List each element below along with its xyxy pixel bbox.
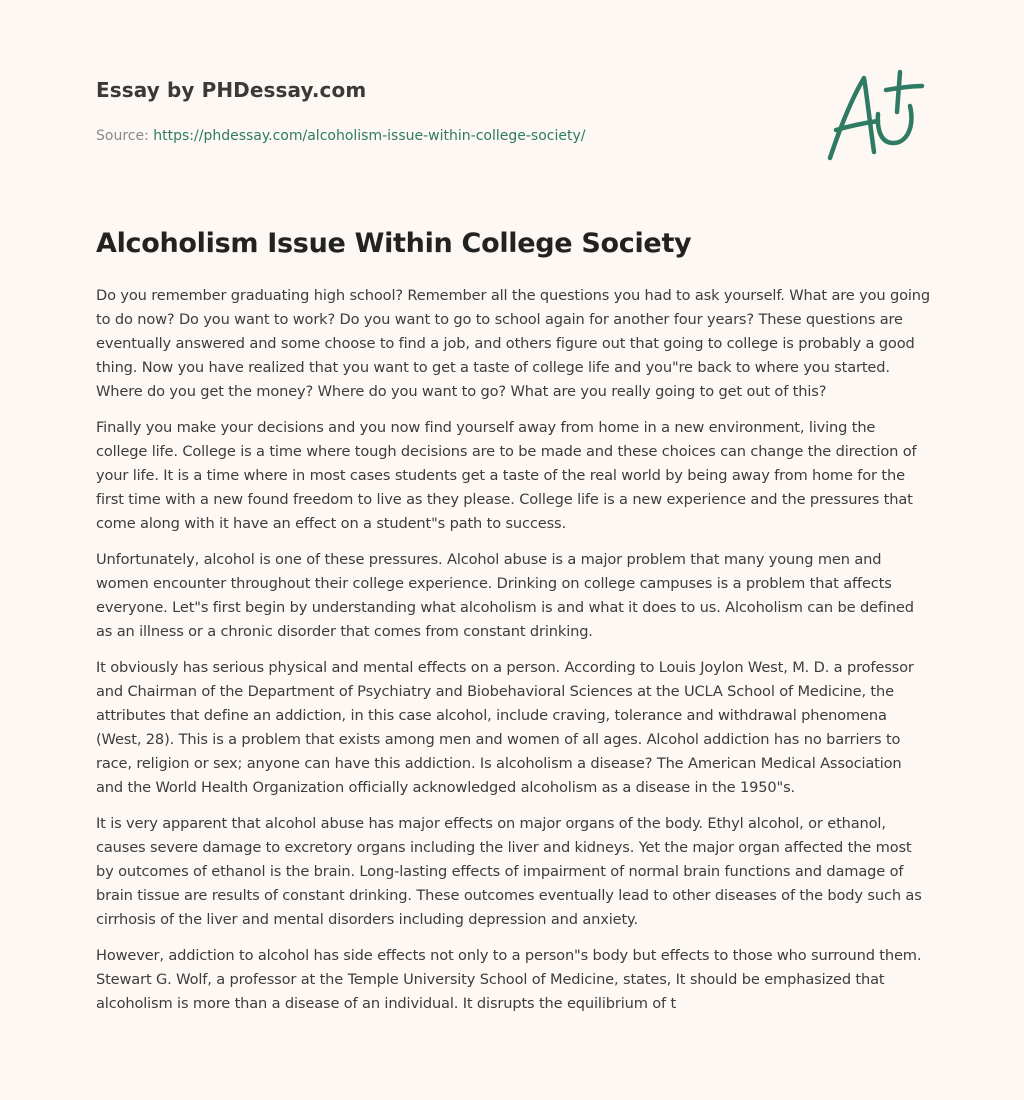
essay-body: [96, 284, 930, 1028]
essay-paragraph: It obviously has serious physical and mental effects on a person. According to Louis Joylon West, M. D. a professor and Chairman of the Department of Psychiatry and Biobehavioral Sciences at the UCLA School of Medicine, the attributes that define an addiction, in this case alcohol, include craving, tolerance and withdrawal phenomena (West, 28). This is a problem that exists among men and women of all ages. Alcohol addiction has no barriers to race, religion or sex; anyone can have this addiction. Is alcoholism a disease? The American Medical Association and the World Health Organization officially acknowledged alcoholism as a disease in the 1950"s.: [96, 659, 914, 796]
essay-paragraph: It is very apparent that alcohol abuse has major effects on major organs of the body. Ethyl alcohol, or ethanol, causes severe damage to excretory organs including the liver and kidneys. Yet the major organ affected the most by outcomes of ethanol is the brain. Long-lasting effects of impairment of normal brain functions and damage of brain tissue are results of constant drinking. These outcomes eventually lead to other diseases of the body such as cirrhosis of the liver and mental disorders including depression and anxiety.: [96, 815, 922, 928]
a-plus-logo-icon: [820, 66, 930, 166]
page-header: [96, 76, 796, 146]
source-line: [96, 126, 796, 146]
source-link[interactable]: https://phdessay.com/alcoholism-issue-within-college-society/: [153, 128, 586, 144]
essay-title: Alcoholism Issue Within College Society: [96, 228, 692, 259]
essay-paragraph: Do you remember graduating high school? Remember all the questions you had to ask yourself. What are you going to do now? Do you want to work? Do you want to go to school again for another four years? These questions are eventually answered and some choose to find a job, and others figure out that going to college is probably a good thing. Now you have realized that you want to get a taste of college life and you"re back to where you started. Where do you get the money? Where do you want to go? What are you really going to get out of this?: [96, 287, 930, 400]
site-name: Essay by PHDessay.com: [96, 78, 367, 102]
essay-paragraph: However, addiction to alcohol has side effects not only to a person"s body but effects to those who surround them. Stewart G. Wolf, a professor at the Temple University School of Medicine, states, It should be emphasized that alcoholism is more than a disease of an individual. It disrupts the equilibrium of t: [96, 947, 922, 1012]
essay-paragraph: Unfortunately, alcohol is one of these pressures. Alcohol abuse is a major problem that many young men and women encounter throughout their college experience. Drinking on college campuses is a problem that affects everyone. Let"s first begin by understanding what alcoholism is and what it does to us. Alcoholism can be defined as an illness or a chronic disorder that comes from constant drinking.: [96, 551, 914, 640]
source-label: Source:: [96, 128, 154, 144]
essay-paragraph: Finally you make your decisions and you now find yourself away from home in a new environment, living the college life. College is a time where tough decisions are to be made and these choices can change the direction of your life. It is a time where in most cases students get a taste of the real world by being away from home for the first time with a new found freedom to live as they please. College life is a new experience and the pressures that come along with it have an effect on a student"s path to success.: [96, 419, 917, 532]
